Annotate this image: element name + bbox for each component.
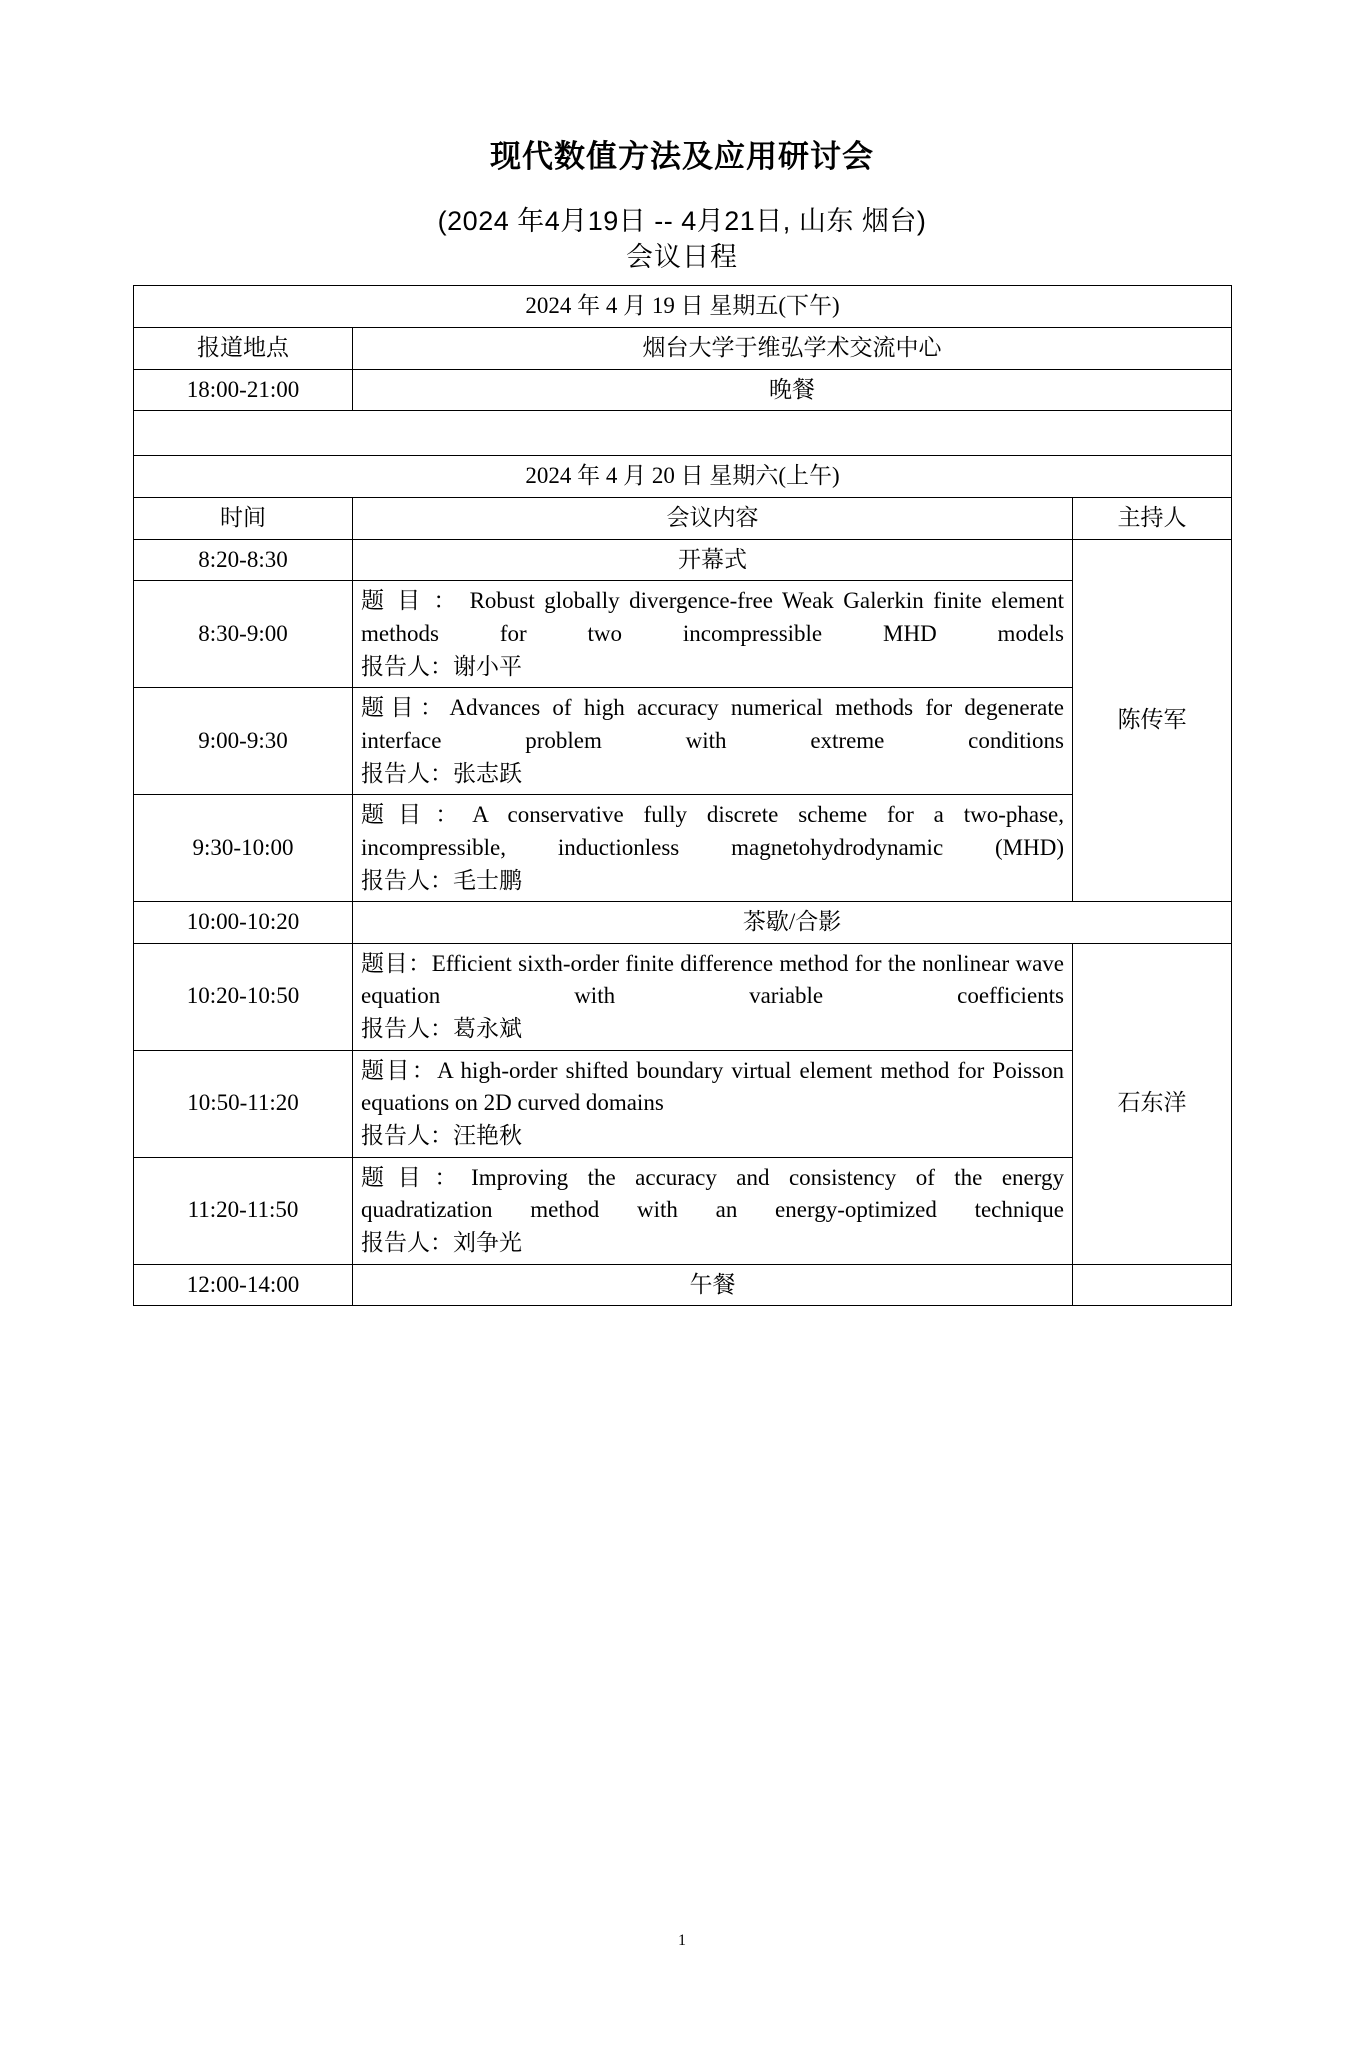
talk-title-label: 题目： xyxy=(361,695,450,721)
talk-speaker-label: 报告人： xyxy=(361,1230,453,1256)
dinner-label: 晚餐 xyxy=(353,369,1232,411)
talk-title: Efficient sixth-order finite difference method for the nonlinear wave equation with variable coefficients xyxy=(361,950,1065,1009)
talk-title-line xyxy=(361,585,1064,650)
session-time: 9:30-10:00 xyxy=(134,795,353,902)
talk-title: A high-order shifted boundary virtual element method for Poisson equations on 2D curved domains xyxy=(361,1057,1064,1116)
session-time: 10:00-10:20 xyxy=(134,902,353,944)
session-content: 开幕式 xyxy=(353,539,1073,581)
session-time: 9:00-9:30 xyxy=(134,688,353,795)
table-row xyxy=(134,369,1232,411)
talk-title: Improving the accuracy and consistency of the energy quadratization method with an energy-optimized technique xyxy=(361,1164,1064,1223)
session-content xyxy=(353,688,1073,795)
spacer-cell xyxy=(134,411,1232,456)
schedule-table xyxy=(133,285,1232,1306)
talk-speaker-label: 报告人： xyxy=(361,1016,453,1042)
talk-title: Robust globally divergence-free Weak Galerkin finite element methods for two incompressible MHD models xyxy=(361,588,1065,646)
session-content xyxy=(353,581,1073,688)
table-row xyxy=(134,581,1232,688)
day2-header: 2024 年 4 月 20 日 星期六(上午) xyxy=(134,456,1232,498)
talk-title-line xyxy=(361,948,1064,1013)
session-content xyxy=(353,1157,1073,1264)
talk-title-label: 题目： xyxy=(361,802,473,828)
table-row xyxy=(134,795,1232,902)
talk-title-line xyxy=(361,799,1064,864)
talk-title: A conservative fully discrete scheme for a two-phase, incompressible, inductionless magnetohydrodynamic (MHD) xyxy=(361,802,1065,860)
page-subtitle: (2024 年4月19日 -- 4月21日, 山东 烟台) xyxy=(437,206,927,237)
session-host xyxy=(1073,1264,1232,1306)
session-time: 11:20-11:50 xyxy=(134,1157,353,1264)
spacer-row xyxy=(134,411,1232,456)
talk-speaker-line xyxy=(361,1227,1064,1260)
talk-speaker: 葛永斌 xyxy=(453,1016,522,1042)
talk-speaker: 毛士鹏 xyxy=(453,867,522,893)
page-title: 现代数值方法及应用研讨会 xyxy=(490,139,874,174)
talk-speaker-label: 报告人： xyxy=(361,653,453,679)
talk-speaker-line xyxy=(361,758,1064,791)
table-row xyxy=(134,688,1232,795)
talk-title-line xyxy=(361,1055,1064,1120)
talk-speaker: 谢小平 xyxy=(453,653,522,679)
document-page xyxy=(0,138,1364,2068)
column-header-row xyxy=(134,497,1232,539)
talk-title-line xyxy=(361,1162,1064,1227)
talk-title-label: 题 目 ： xyxy=(361,588,461,614)
session-time: 10:50-11:20 xyxy=(134,1050,353,1157)
talk-speaker-line xyxy=(361,651,1064,684)
page-number: 1 xyxy=(678,1932,686,1949)
session-content xyxy=(353,943,1073,1050)
session-time: 8:20-8:30 xyxy=(134,539,353,581)
table-row xyxy=(134,539,1232,581)
talk-title-line xyxy=(361,692,1064,757)
table-row xyxy=(134,327,1232,369)
table-row xyxy=(134,1157,1232,1264)
report-location-value: 烟台大学于维弘学术交流中心 xyxy=(353,327,1232,369)
day2-header-row xyxy=(134,456,1232,498)
page-subtitle-secondary: 会议日程 xyxy=(626,241,738,272)
talk-title-label: 题目： xyxy=(361,950,432,976)
talk-speaker: 刘争光 xyxy=(453,1230,522,1256)
column-header-time: 时间 xyxy=(134,497,353,539)
talk-speaker-line xyxy=(361,1013,1064,1046)
session-host: 石东洋 xyxy=(1073,943,1232,1264)
talk-title-label: 题目： xyxy=(361,1164,472,1190)
talk-speaker: 张志跃 xyxy=(453,760,522,786)
table-row xyxy=(134,1264,1232,1306)
report-location-label: 报道地点 xyxy=(134,327,353,369)
day1-header: 2024 年 4 月 19 日 星期五(下午) xyxy=(134,286,1232,328)
session-content: 茶歇/合影 xyxy=(353,902,1232,944)
talk-speaker-label: 报告人： xyxy=(361,760,453,786)
table-row xyxy=(134,943,1232,1050)
talk-speaker-label: 报告人： xyxy=(361,867,453,893)
session-host: 陈传军 xyxy=(1073,539,1232,902)
session-content xyxy=(353,795,1073,902)
talk-speaker-line xyxy=(361,1120,1064,1153)
session-content xyxy=(353,1050,1073,1157)
day1-header-row xyxy=(134,286,1232,328)
session-content: 午餐 xyxy=(353,1264,1073,1306)
talk-title: Advances of high accuracy numerical methods for degenerate interface problem with extreme conditions xyxy=(361,695,1064,753)
session-time: 8:30-9:00 xyxy=(134,581,353,688)
talk-speaker: 汪艳秋 xyxy=(453,1123,522,1149)
column-header-content: 会议内容 xyxy=(353,497,1073,539)
talk-title-label: 题目： xyxy=(361,1057,438,1083)
dinner-time: 18:00-21:00 xyxy=(134,369,353,411)
table-row xyxy=(134,1050,1232,1157)
talk-speaker-line xyxy=(361,865,1064,898)
talk-speaker-label: 报告人： xyxy=(361,1123,453,1149)
session-time: 12:00-14:00 xyxy=(134,1264,353,1306)
table-row xyxy=(134,902,1232,944)
session-time: 10:20-10:50 xyxy=(134,943,353,1050)
column-header-host: 主持人 xyxy=(1073,497,1232,539)
